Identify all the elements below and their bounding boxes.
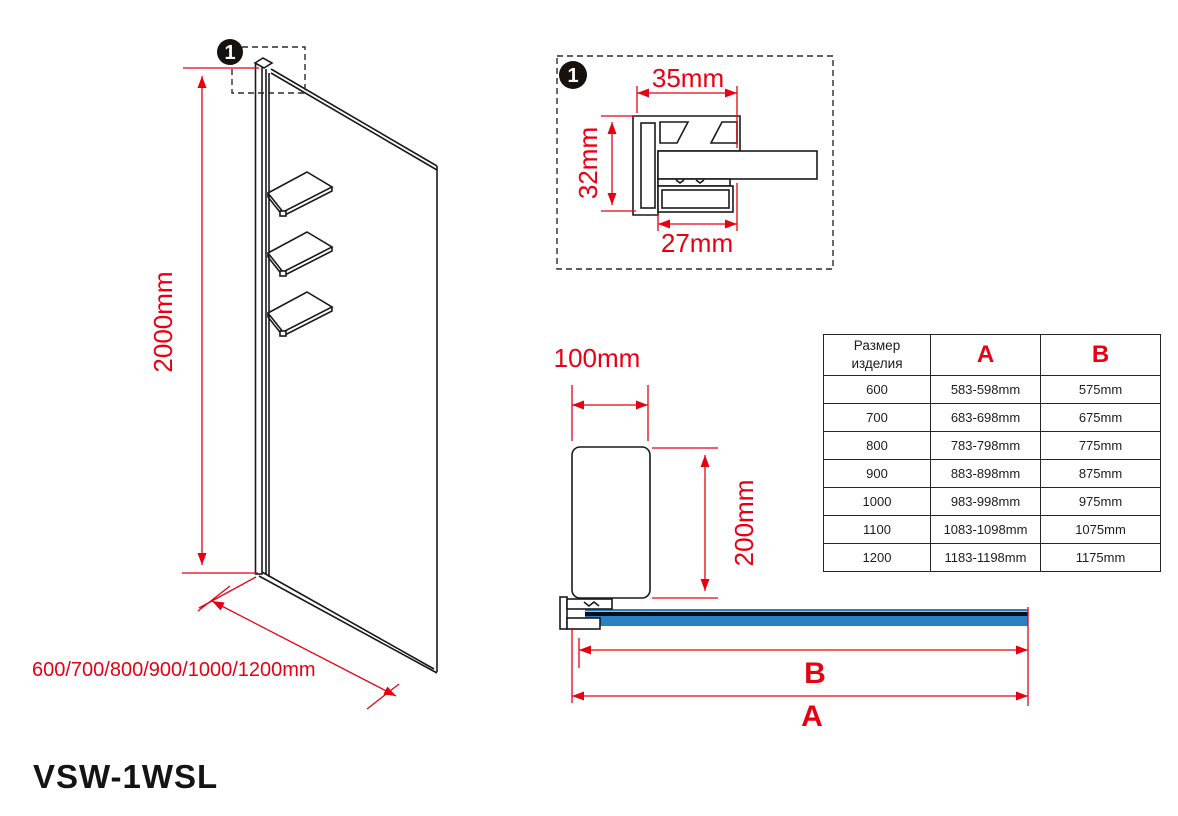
cell-b: 875mm <box>1041 460 1161 488</box>
model-title: VSW-1WSL <box>33 758 219 795</box>
dim-32-label: 32mm <box>573 126 603 200</box>
cell-size: 900 <box>824 460 931 488</box>
height-dim-label: 2000mm <box>148 271 178 373</box>
cell-size: 1000 <box>824 488 931 516</box>
table-row <box>824 460 1161 488</box>
dim-b-label: B <box>804 657 826 690</box>
header-size-line2: изделия <box>851 356 903 371</box>
glass-section <box>658 151 817 179</box>
width-dim-label: 600/700/800/900/1000/1200mm <box>32 659 316 681</box>
cell-a: 1183-1198mm <box>931 544 1041 572</box>
cell-size: 1100 <box>824 516 931 544</box>
glass-shelf-3 <box>268 292 332 336</box>
cell-b: 575mm <box>1041 376 1161 404</box>
size-table <box>823 334 1161 572</box>
gasket-strip <box>658 179 730 186</box>
clamp-inner <box>662 190 729 208</box>
cell-size: 1200 <box>824 544 931 572</box>
cell-b: 775mm <box>1041 432 1161 460</box>
size-table-header-row <box>824 335 1161 376</box>
cell-a: 983-998mm <box>931 488 1041 516</box>
cell-b: 1175mm <box>1041 544 1161 572</box>
callout-badge-number: 1 <box>224 42 236 64</box>
table-row <box>824 544 1161 572</box>
size-table-header-size <box>824 335 931 376</box>
table-row <box>824 488 1161 516</box>
width-dimension <box>32 577 399 709</box>
plan-dim-100 <box>554 343 648 441</box>
detail-badge-number: 1 <box>567 65 579 87</box>
table-row <box>824 376 1161 404</box>
cell-size: 800 <box>824 432 931 460</box>
header-size-line1: Размер <box>853 338 901 354</box>
glass-shelf-1 <box>268 172 332 216</box>
dim-27-label: 27mm <box>660 228 734 258</box>
glass-panel <box>259 69 437 673</box>
cell-a: 683-698mm <box>931 404 1041 432</box>
cell-size: 600 <box>824 376 931 404</box>
glass-bar-top-view <box>585 609 1028 626</box>
size-table-header-b: B <box>1041 335 1161 376</box>
plan-dim-200 <box>652 448 759 598</box>
profile-stripe <box>585 612 1028 616</box>
cell-b: 675mm <box>1041 404 1161 432</box>
detail-dim-32 <box>573 116 636 211</box>
dim-200-label: 200mm <box>729 479 759 567</box>
table-row <box>824 432 1161 460</box>
table-row <box>824 516 1161 544</box>
iso-view <box>32 39 437 709</box>
size-table-header-a: A <box>931 335 1041 376</box>
dim-100-label: 100mm <box>553 343 641 373</box>
glass-body <box>585 616 1028 626</box>
cell-size: 700 <box>824 404 931 432</box>
support-bracket-body <box>572 447 650 598</box>
detail-callout-badge <box>217 39 243 65</box>
table-row <box>824 404 1161 432</box>
detail-view <box>557 56 833 269</box>
dim-a-label: A <box>801 700 823 733</box>
profile-slot <box>641 123 655 208</box>
cell-b: 1075mm <box>1041 516 1161 544</box>
profile-cross-section <box>633 116 817 215</box>
cell-a: 1083-1098mm <box>931 516 1041 544</box>
plan-dim-a <box>572 628 1028 733</box>
detail-badge <box>559 61 587 89</box>
cell-a: 583-598mm <box>931 376 1041 404</box>
glass-shelf-2 <box>268 232 332 276</box>
glass-edge-line <box>585 609 1028 612</box>
cell-a: 783-798mm <box>931 432 1041 460</box>
cell-b: 975mm <box>1041 488 1161 516</box>
cell-a: 883-898mm <box>931 460 1041 488</box>
dim-35-label: 35mm <box>651 63 725 93</box>
height-dimension <box>148 68 259 573</box>
